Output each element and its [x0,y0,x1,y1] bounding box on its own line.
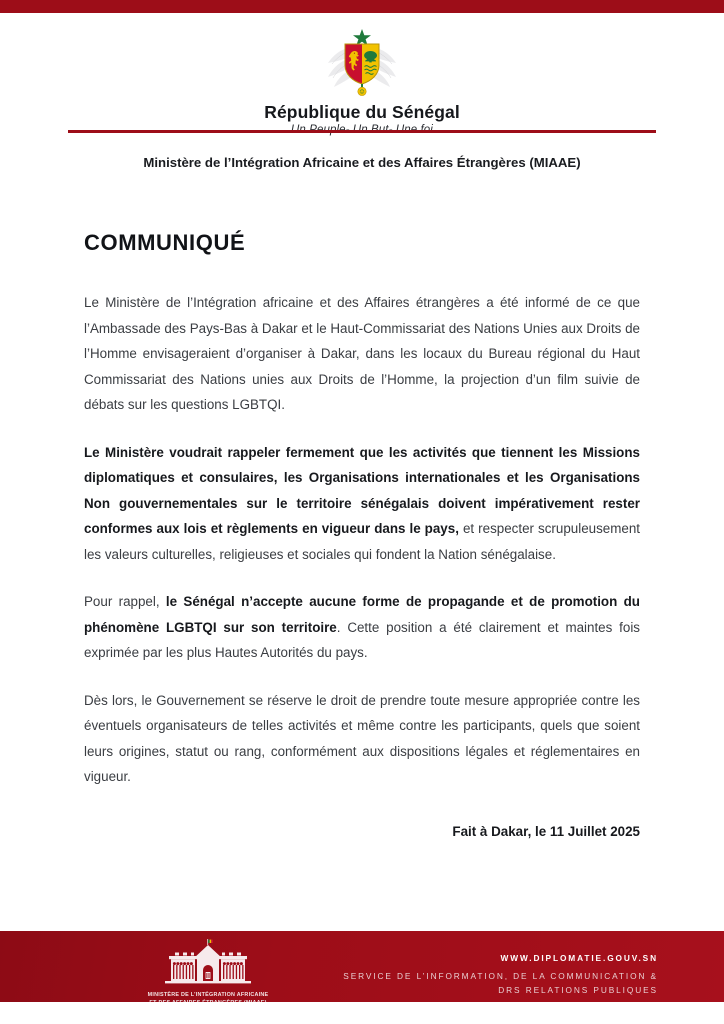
ministry-building-icon [153,939,263,985]
signature-line: Fait à Dakar, le 11 Juillet 2025 [452,823,640,839]
body-paragraph [84,290,640,418]
document-footer [0,931,724,1013]
paragraph-run: et respecter scrupuleusement les valeurs culturelles, religieuses et sociales qui fondent la Nation sénégalaise. [84,521,641,562]
paragraph-bold-run: le Sénégal n’accepte aucune forme de propagande et de promotion du phénomène LGBTQI sur son territoire [84,594,640,635]
paragraph-run: Le Ministère de l’Intégration africaine et des Affaires étrangères a été informé de ce que l’Ambassade des Pays-Bas à Dakar et le Haut-Commissariat des Nations Unies aux Droits de l’Homme envisageraient d’organiser à Dakar, dans les locaux du Bureau régional du Haut Commissariat des Nations unies aux Droits de l’Homme, la projection d’un film suivie de débats sur les questions LGBTQI. [84,295,640,412]
footer-contact-block [343,953,658,997]
top-accent-bar [0,0,724,13]
paragraph-list [84,290,640,790]
footer-bottom-strip [0,1002,724,1013]
paragraph-run: Pour rappel, [84,594,166,609]
header-divider [68,130,656,133]
country-name: République du Sénégal [264,102,460,122]
footer-ministry-logo [108,939,308,1007]
footer-logo-caption-line1: MINISTÈRE DE L’INTÉGRATION AFRICAINE [147,992,269,998]
body-paragraph [84,589,640,666]
footer-service-name [343,969,658,997]
body-paragraph [84,440,640,568]
footer-service-line1: SERVICE DE L’INFORMATION, DE LA COMMUNICATION & [343,971,658,981]
footer-service-line2: DRS RELATIONS PUBLIQUES [498,985,658,995]
body-paragraph [84,688,640,790]
paragraph-run: Dès lors, le Gouvernement se réserve le droit de prendre toute mesure appropriée contre les éventuels organisateurs de telles activités et même contre les participants, quels que soient leurs origines, statut ou rang, conformément aux dispositions légales et réglementaires en vigueur. [84,692,640,784]
page-title: COMMUNIQUÉ [84,230,246,255]
document-header [0,13,724,136]
senegal-coat-of-arms-icon [314,27,410,97]
document-body [84,230,640,839]
paragraph-run: . Cette position a été clairement et maintes fois exprimée par les plus Hautes Autorités du pays. [84,619,640,660]
paragraph-bold-run: Le Ministère voudrait rappeler fermement que les activités que tiennent les Missions diplomatiques et consulaires, les Organisations internationales et les Organisations Non gouvernementales sur le territoire sénégalais doivent impérativement rester conformes aux lois et règlements en vigueur dans le pays, [84,444,640,536]
footer-website-url[interactable]: WWW.DIPLOMATIE.GOUV.SN [500,953,658,963]
ministry-title: Ministère de l’Intégration Africaine et des Affaires Étrangères (MIAAE) [143,155,581,170]
